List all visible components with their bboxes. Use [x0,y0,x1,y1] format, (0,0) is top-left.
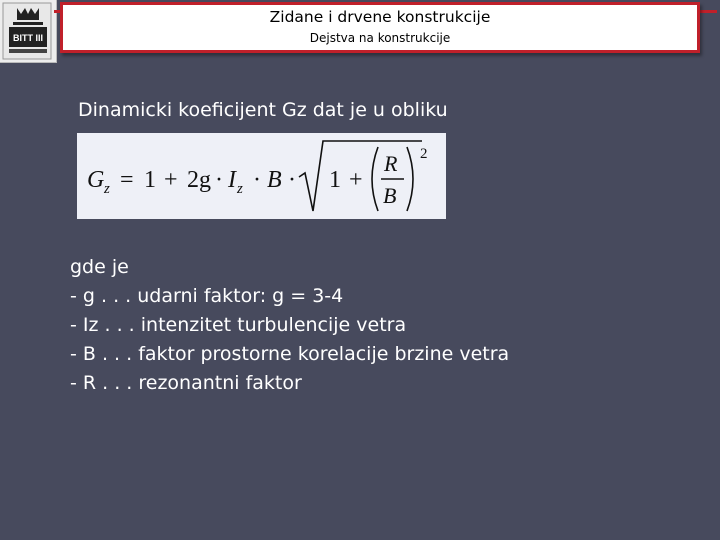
intro-text: Dinamicki koeficijent Gz dat je u obliku [78,99,448,121]
logo [0,0,57,63]
list-item: - Iz . . . intenzitet turbulencije vetra [70,314,407,336]
formula-dot-2: · [253,167,261,193]
formula-g: G [87,167,105,193]
formula-exponent: 2 [420,146,428,162]
formula-plus-inner: + [349,167,363,193]
formula-g-sub: z [104,181,110,197]
formula-i: I [228,167,236,193]
list-item: - B . . . faktor prostorne korelacije brzine vetra [70,343,510,365]
formula-i-sub: z [237,181,243,197]
formula [77,133,446,219]
header-banner [60,2,700,53]
page-subtitle: Dejstva na konstrukcije [309,31,451,45]
header-accent-right [697,10,717,13]
formula-plus: + [164,167,178,193]
formula-b: B [267,167,282,193]
paren-right [407,147,413,211]
formula-one: 1 [144,167,156,193]
list-item: gde je [70,256,129,278]
formula-one-inner: 1 [329,167,341,193]
logo-text: BITT III [13,33,43,43]
definitions-list [70,253,509,398]
list-item: - R . . . rezonantni faktor [70,372,302,394]
formula-2g: 2g [187,167,211,193]
formula-box [77,133,446,219]
formula-dot-1: · [215,167,223,193]
institution-logo-icon [0,0,56,62]
formula-r: R [384,151,398,176]
formula-b-den: B [383,183,397,208]
list-item: - g . . . udarni faktor: g = 3-4 [70,285,344,307]
formula-dot-3: · [288,167,296,193]
page-title: Zidane i drvene konstrukcije [269,8,491,26]
paren-left [372,147,378,211]
formula-equals: = [120,167,134,193]
